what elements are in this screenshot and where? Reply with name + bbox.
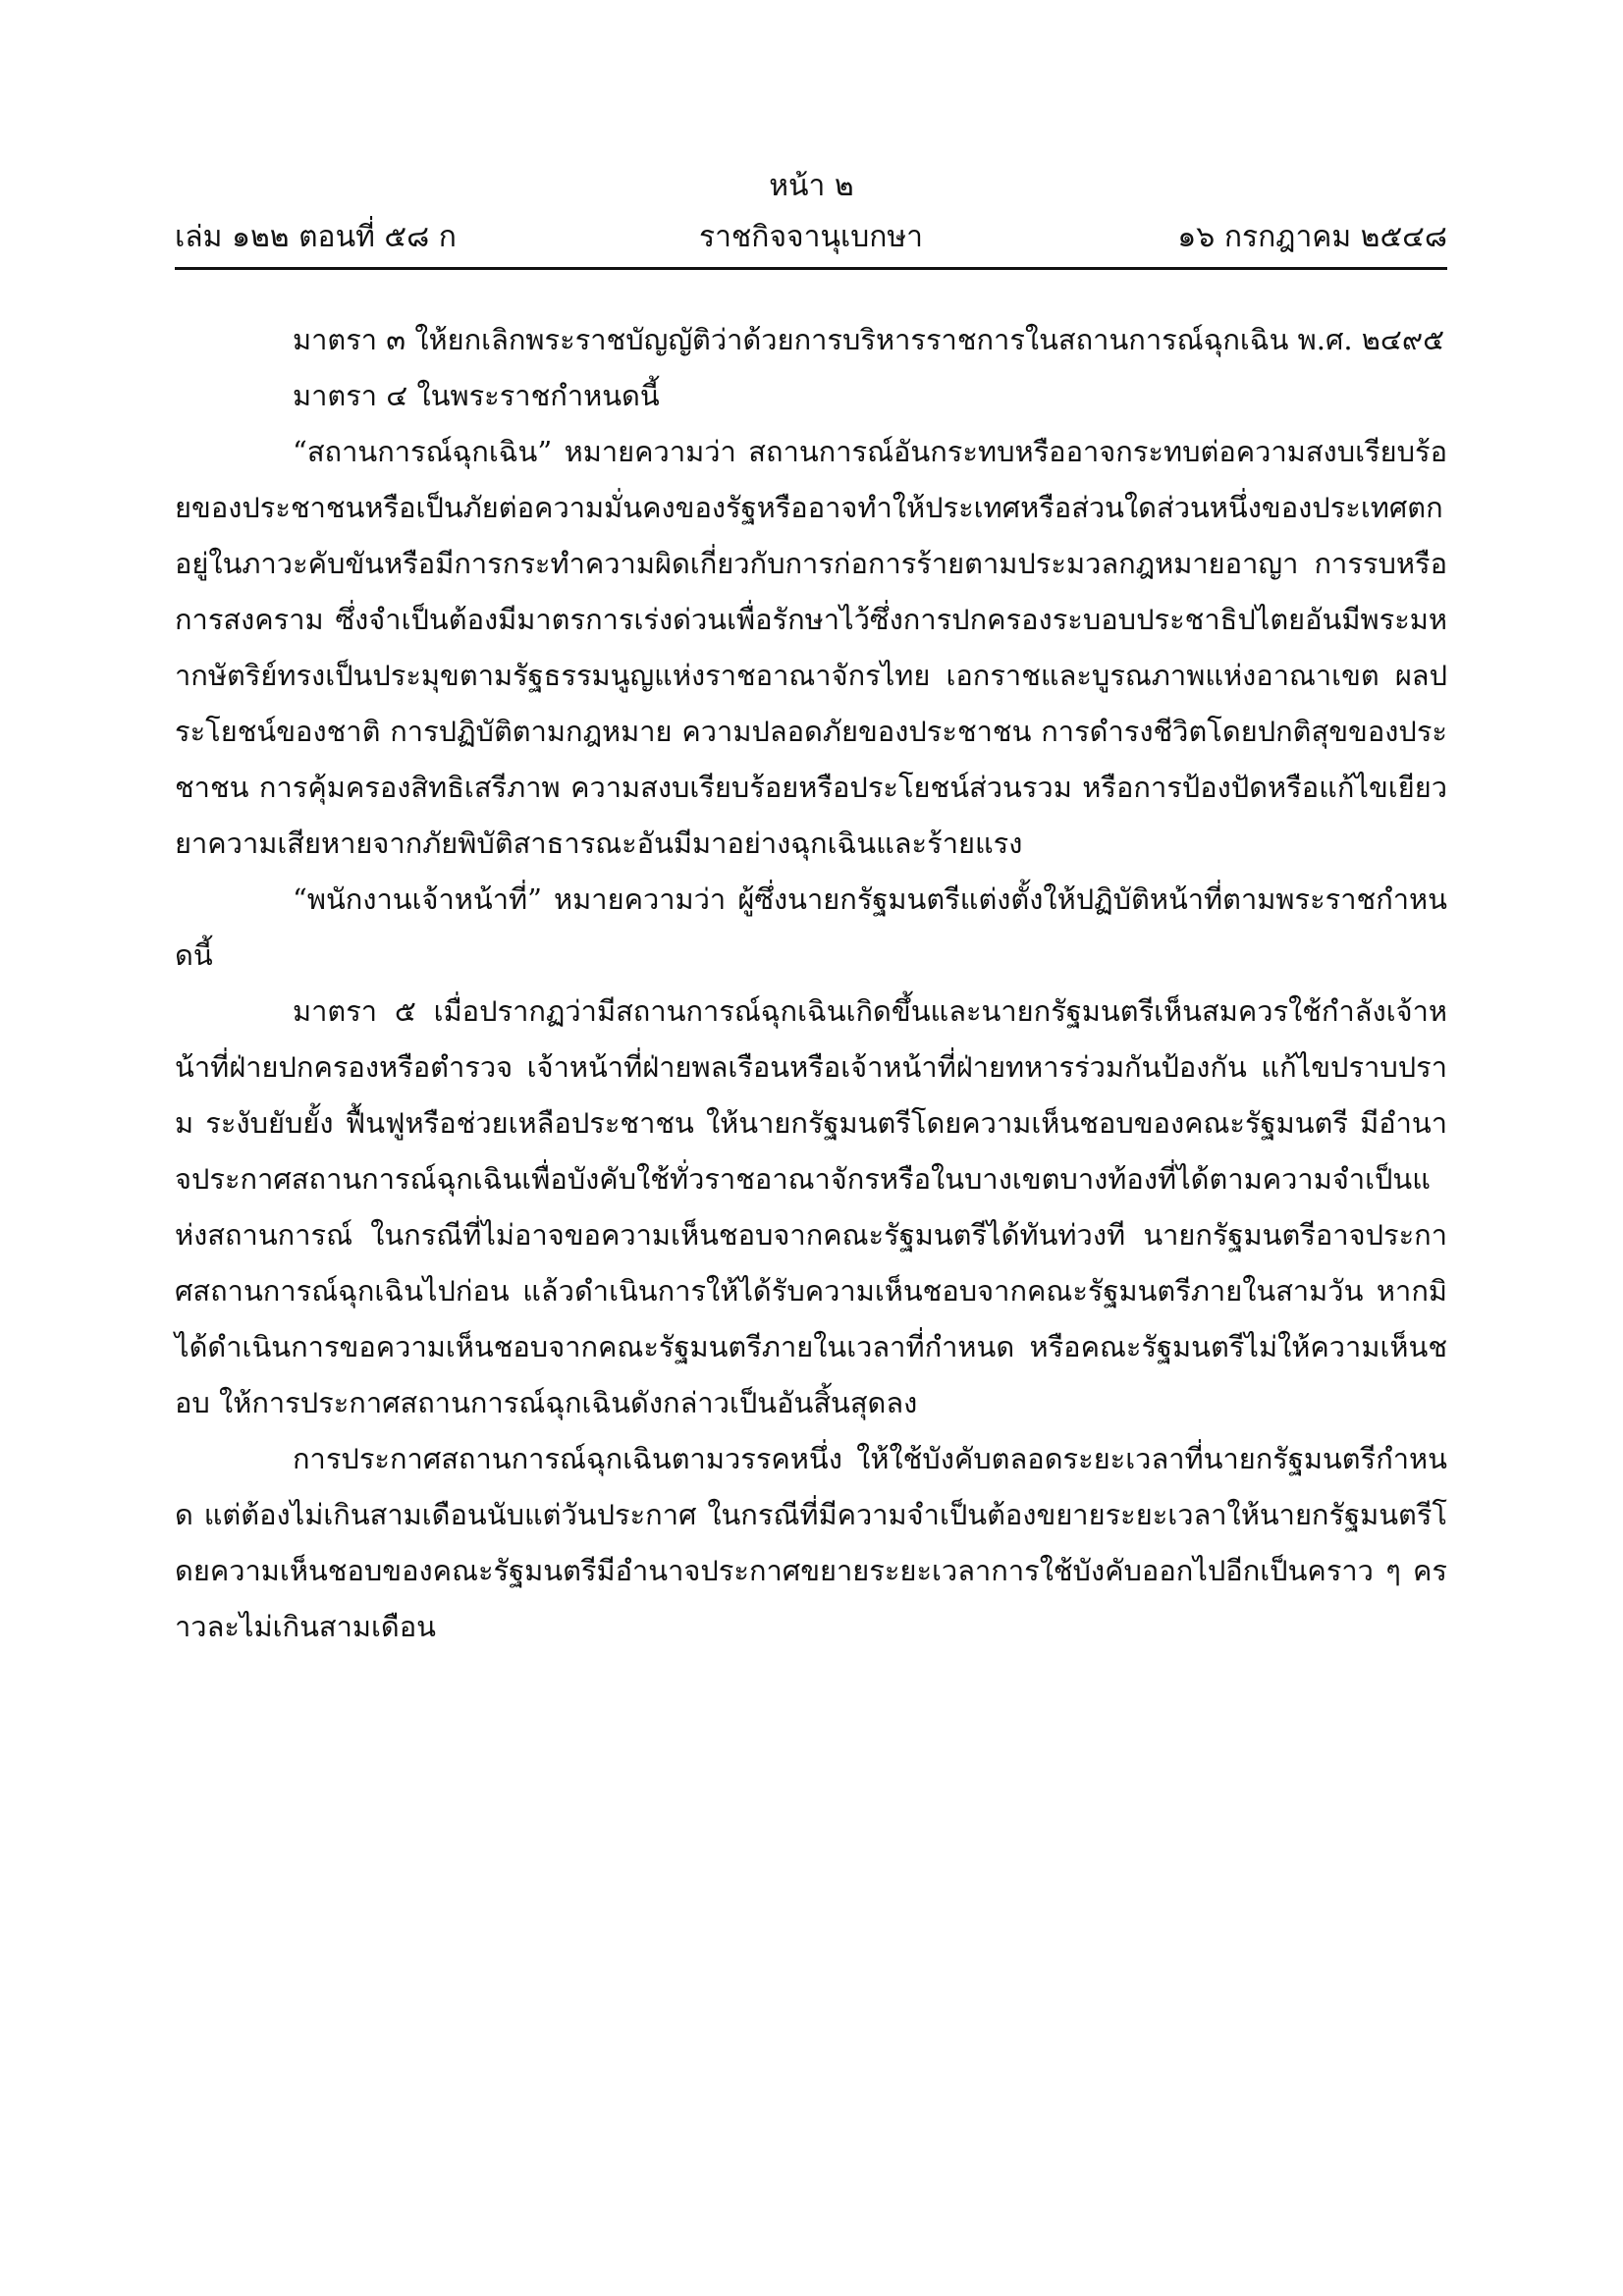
gazette-header: [175, 216, 1447, 259]
definition-emergency-paragraph: “สถานการณ์ฉุกเฉิน” หมายความว่า สถานการณ์อันกระทบหรืออาจกระทบต่อความสงบเรียบร้อยของประชาชนหรือเป็นภัยต่อความมั่นคงของรัฐหรืออาจทำให้ประเทศหรือส่วนใดส่วนหนึ่งของประเทศตกอยู่ในภาวะคับขันหรือมีการกระทำความผิดเกี่ยวกับการก่อการร้ายตามประมวลกฎหมายอาญา การรบหรือการสงคราม ซึ่งจำเป็นต้องมีมาตรการเร่งด่วนเพื่อรักษาไว้ซึ่งการปกครองระบอบประชาธิปไตยอันมีพระมหากษัตริย์ทรงเป็นประมุขตามรัฐธรรมนูญแห่งราชอาณาจักรไทย เอกราชและบูรณภาพแห่งอาณาเขต ผลประโยชน์ของชาติ การปฏิบัติตามกฎหมาย ความปลอดภัยของประชาชน การดำรงชีวิตโดยปกติสุขของประชาชน การคุ้มครองสิทธิเสรีภาพ ความสงบเรียบร้อยหรือประโยชน์ส่วนรวม หรือการป้องปัดหรือแก้ไขเยียวยาความเสียหายจากภัยพิบัติสาธารณะอันมีมาอย่างฉุกเฉินและร้ายแรง: [175, 435, 1447, 860]
section-5-paragraph: มาตรา ๕ เมื่อปรากฏว่ามีสถานการณ์ฉุกเฉินเกิดขึ้นและนายกรัฐมนตรีเห็นสมควรใช้กำลังเจ้าหน้าที่ฝ่ายปกครองหรือตำรวจ เจ้าหน้าที่ฝ่ายพลเรือนหรือเจ้าหน้าที่ฝ่ายทหารร่วมกันป้องกัน แก้ไขปราบปราม ระงับยับยั้ง ฟื้นฟูหรือช่วยเหลือประชาชน ให้นายกรัฐมนตรีโดยความเห็นชอบของคณะรัฐมนตรี มีอำนาจประกาศสถานการณ์ฉุกเฉินเพื่อบังคับใช้ทั่วราชอาณาจักรหรือในบางเขตบางท้องที่ได้ตามความจำเป็นแห่งสถานการณ์ ในกรณีที่ไม่อาจขอความเห็นชอบจากคณะรัฐมนตรีได้ทันท่วงที นายกรัฐมนตรีอาจประกาศสถานการณ์ฉุกเฉินไปก่อน แล้วดำเนินการให้ได้รับความเห็นชอบจากคณะรัฐมนตรีภายในสามวัน หากมิได้ดำเนินการขอความเห็นชอบจากคณะรัฐมนตรีภายในเวลาที่กำหนด หรือคณะรัฐมนตรีไม่ให้ความเห็นชอบ ให้การประกาศสถานการณ์ฉุกเฉินดังกล่าวเป็นอันสิ้นสุดลง: [175, 994, 1447, 1419]
publication-date: ๑๖ กรกฎาคม ๒๕๔๘: [1177, 220, 1447, 254]
definition-official-paragraph: “พนักงานเจ้าหน้าที่” หมายความว่า ผู้ซึ่งนายกรัฐมนตรีแต่งตั้งให้ปฏิบัติหน้าที่ตามพระราชกำหนดนี้: [175, 882, 1447, 972]
header-divider: [175, 267, 1447, 270]
gazette-name: ราชกิจจานุเบกษา: [698, 220, 924, 254]
section-3-paragraph: มาตรา ๓ ให้ยกเลิกพระราชบัญญัติว่าด้วยการบริหารราชการในสถานการณ์ฉุกเฉิน พ.ศ. ๒๔๙๕: [293, 323, 1445, 356]
section-4-paragraph: มาตรา ๔ ในพระราชกำหนดนี้: [293, 379, 660, 412]
volume-issue: เล่ม ๑๒๒ ตอนที่ ๕๘ ก: [175, 220, 457, 254]
section-5-second-paragraph: การประกาศสถานการณ์ฉุกเฉินตามวรรคหนึ่ง ให้ใช้บังคับตลอดระยะเวลาที่นายกรัฐมนตรีกำหนด แต่ต้องไม่เกินสามเดือนนับแต่วันประกาศ ในกรณีที่มีความจำเป็นต้องขยายระยะเวลาให้นายกรัฐมนตรีโดยความเห็นชอบของคณะรัฐมนตรีมีอำนาจประกาศขยายระยะเวลาการใช้บังคับออกไปอีกเป็นคราว ๆ คราวละไม่เกินสามเดือน: [175, 1442, 1447, 1643]
page-number: หน้า ๒: [769, 169, 854, 203]
document-body: [175, 312, 1447, 1655]
